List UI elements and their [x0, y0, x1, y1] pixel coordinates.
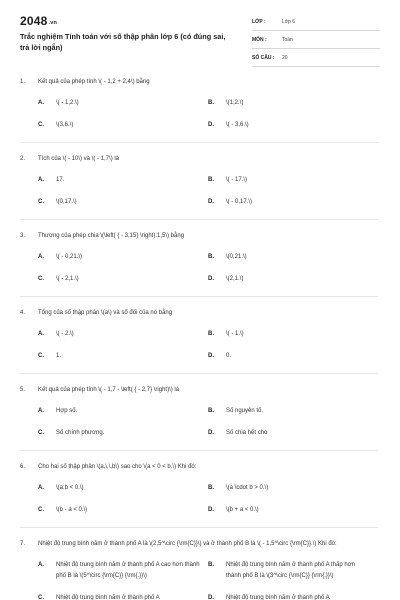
option-letter: B. — [208, 100, 214, 106]
option-c[interactable] — [38, 428, 208, 438]
logo-sub: .vn — [48, 20, 58, 26]
option-text: Số chia hết cho — [226, 430, 268, 436]
header — [0, 0, 400, 68]
option-text: 17. — [56, 177, 65, 183]
option-b[interactable] — [208, 252, 378, 262]
option-d[interactable] — [208, 351, 378, 361]
option-text: \( - 0,21.\) — [56, 254, 83, 260]
logo-main: 2048 — [20, 14, 48, 28]
divider — [20, 219, 378, 220]
option-letter: D. — [208, 276, 214, 282]
option-text: \(3,6.\) — [56, 122, 74, 128]
question-stem — [20, 230, 378, 242]
meta-row-grade — [252, 13, 380, 31]
option-c[interactable] — [38, 593, 208, 600]
option-letter: C. — [38, 122, 44, 128]
answer-options — [20, 98, 378, 142]
option-text: \( - 1.\) — [226, 331, 244, 337]
question-7 — [0, 538, 400, 600]
option-text: Nhiệt độ trung bình năm ở thành phố A cao hơn thành phố B là \(5^\circ {\rm{C}} {\rm{.}}\) — [56, 562, 200, 579]
question-number: 4. — [20, 310, 26, 316]
question-number: 7. — [20, 541, 26, 547]
option-b[interactable] — [208, 483, 378, 493]
question-number: 6. — [20, 464, 26, 470]
option-d[interactable] — [208, 197, 378, 207]
option-letter: B. — [208, 485, 214, 491]
question-text: Thương của phép chia \(\left( { - 3,15} \right):1,5\) bằng — [38, 233, 185, 239]
option-letter: A. — [38, 562, 44, 568]
option-text: Nhiệt độ trung bình năm ở thành phố A — [226, 595, 330, 600]
option-a[interactable] — [38, 98, 208, 108]
option-letter: D. — [208, 122, 214, 128]
question-number: 2. — [20, 156, 26, 162]
option-text: \(0,17.\) — [56, 199, 77, 205]
option-b[interactable] — [208, 98, 378, 108]
meta-row-subject — [252, 31, 380, 49]
option-letter: C. — [38, 507, 44, 513]
meta-info — [252, 13, 380, 67]
option-c[interactable] — [38, 197, 208, 207]
option-letter: B. — [208, 177, 214, 183]
option-text: \(b - a < 0.\) — [56, 507, 88, 513]
question-5 — [0, 384, 400, 451]
question-text: Tích của \( - 10\) và \( - 1,7\) là — [38, 156, 120, 162]
question-stem — [20, 384, 378, 396]
option-b[interactable] — [208, 329, 378, 339]
question-text: Kết quả của phép tính \( - 1,7 - \left( { - 2,7} \right)\) là — [38, 387, 180, 393]
option-letter: C. — [38, 276, 44, 282]
option-letter: D. — [208, 353, 214, 359]
option-text: \( - 0,17.\) — [226, 199, 253, 205]
option-text: Số nguyên tố. — [226, 408, 264, 414]
option-letter: A. — [38, 100, 44, 106]
question-3 — [0, 230, 400, 297]
question-stem — [20, 153, 378, 165]
option-letter: A. — [38, 254, 44, 260]
option-letter: D. — [208, 430, 214, 436]
option-d[interactable] — [208, 505, 378, 515]
option-text: \( - 2,1.\) — [56, 276, 79, 282]
divider — [20, 450, 378, 451]
question-2 — [0, 153, 400, 220]
question-text: Cho hai số thập phân \(a,\,\,b\) sao cho \(a < 0 < b.\) Khi đó: — [38, 464, 197, 470]
option-letter: B. — [208, 408, 214, 414]
option-d[interactable] — [208, 274, 378, 284]
option-letter: B. — [208, 331, 214, 337]
option-letter: A. — [38, 177, 44, 183]
question-number: 1. — [20, 79, 26, 85]
option-text: \( - 3,6.\) — [226, 122, 249, 128]
option-c[interactable] — [38, 505, 208, 515]
option-a[interactable] — [38, 252, 208, 262]
divider — [20, 373, 378, 374]
option-a[interactable] — [38, 560, 208, 581]
question-number: 3. — [20, 233, 26, 239]
option-text: Nhiệt độ trung bình năm ở thành phố A thấp hơn thành phố B là \(3^\circ {\rm{C}} {\rm{.}}\) — [226, 562, 355, 579]
option-letter: C. — [38, 595, 44, 600]
option-text: \(2,1.\) — [226, 276, 244, 282]
option-text: \(b + a < 0.\) — [226, 507, 259, 513]
question-4 — [0, 307, 400, 374]
answer-options — [20, 252, 378, 296]
option-d[interactable] — [208, 428, 378, 438]
option-a[interactable] — [38, 483, 208, 493]
meta-row-count — [252, 49, 380, 67]
meta-value: Lớp 6 — [282, 18, 296, 25]
option-letter: B. — [208, 254, 214, 260]
option-text: Số chính phương. — [56, 430, 105, 436]
option-letter: A. — [38, 485, 44, 491]
option-text: \(1,2.\) — [226, 100, 244, 106]
option-letter: D. — [208, 507, 214, 513]
answer-options — [20, 483, 378, 527]
option-letter: A. — [38, 408, 44, 414]
option-b[interactable] — [208, 175, 378, 185]
question-text: Kết quả của phép tính \( - 1,2 + 2,4\) bằng — [38, 79, 150, 85]
option-c[interactable] — [38, 274, 208, 284]
option-letter: C. — [38, 353, 44, 359]
option-b[interactable] — [208, 560, 378, 581]
meta-label: MÔN : — [252, 36, 267, 43]
option-d[interactable] — [208, 120, 378, 130]
question-stem — [20, 307, 378, 319]
divider — [20, 142, 378, 143]
option-text: \( - 17.\) — [226, 177, 248, 183]
meta-value: Toán — [282, 36, 293, 43]
option-b[interactable] — [208, 406, 378, 416]
meta-label: LỚP : — [252, 18, 266, 25]
option-c[interactable] — [38, 351, 208, 361]
question-text: Tổng của số thập phân \(a\) và số đối của nó bằng — [38, 310, 173, 316]
option-c[interactable] — [38, 120, 208, 130]
question-6 — [0, 461, 400, 528]
option-text: \( - 2.\) — [56, 331, 74, 337]
meta-value: 20 — [282, 54, 288, 61]
question-1 — [0, 76, 400, 143]
divider — [20, 527, 378, 528]
option-a[interactable] — [38, 406, 208, 416]
question-stem — [20, 538, 378, 550]
question-list — [0, 76, 400, 600]
page-title: Trắc nghiệm Tính toán với số thập phân lớp 6 (có đúng sai, trả lời ngắn) — [20, 32, 226, 52]
option-text: \(a:b < 0.\) — [56, 485, 84, 491]
option-text: \(0,21.\) — [226, 254, 247, 260]
answer-options — [20, 329, 378, 373]
meta-label: SỐ CÂU : — [252, 54, 275, 61]
option-a[interactable] — [38, 175, 208, 185]
option-text: \(a \cdot b > 0.\) — [226, 485, 269, 491]
option-letter: A. — [38, 331, 44, 337]
answer-options — [20, 406, 378, 450]
option-text: Hợp số. — [56, 408, 78, 414]
option-text: \( - 1,2.\) — [56, 100, 79, 106]
option-text: Nhiệt độ trung bình năm ở thành phố A — [56, 595, 160, 600]
option-letter: C. — [38, 430, 44, 436]
option-a[interactable] — [38, 329, 208, 339]
answer-options — [20, 175, 378, 219]
option-letter: D. — [208, 595, 214, 600]
site-logo[interactable] — [20, 14, 57, 28]
divider — [20, 296, 378, 297]
question-number: 5. — [20, 387, 26, 393]
option-text: 1. — [56, 353, 62, 359]
option-letter: D. — [208, 199, 214, 205]
question-stem — [20, 461, 378, 473]
option-letter: C. — [38, 199, 44, 205]
option-text: 0. — [226, 353, 232, 359]
option-letter: B. — [208, 562, 214, 568]
answer-options — [20, 560, 378, 600]
question-stem — [20, 76, 378, 88]
question-text: Nhiệt độ trung bình năm ở thành phố A là \(2,5^\circ {\rm{C}}\) và ở thành phố B là \( - 1,5^\circ {\rm{C}}.\) Khi đó: — [38, 541, 337, 547]
option-d[interactable] — [208, 593, 378, 600]
